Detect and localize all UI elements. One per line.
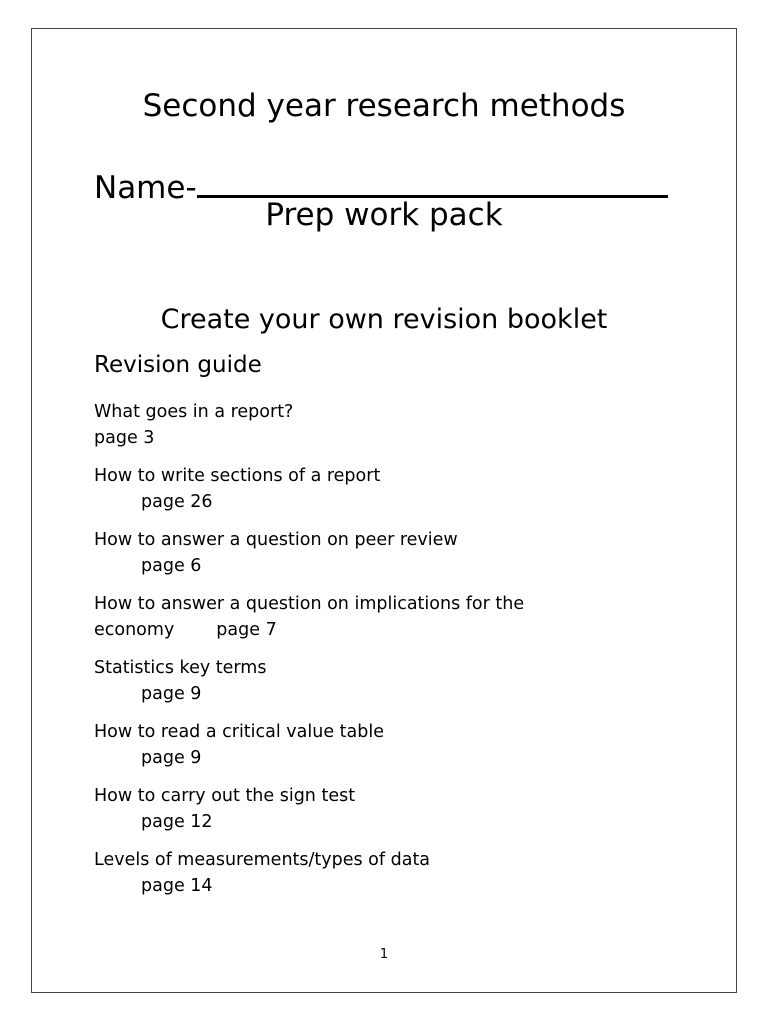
toc-entry <box>94 527 634 579</box>
toc-topic: Statistics key terms <box>94 658 267 678</box>
toc-topic-cont: economy <box>94 620 175 640</box>
toc-entry <box>94 783 634 835</box>
toc-page-ref: page 9 <box>141 684 202 704</box>
toc-entry <box>94 463 634 515</box>
toc-topic: How to read a critical value table <box>94 722 384 742</box>
toc-entry <box>94 399 634 451</box>
toc-topic: How to write sections of a report <box>94 466 381 486</box>
name-blank-line <box>197 171 668 198</box>
document-page <box>31 28 737 993</box>
name-label: Name- <box>94 170 197 206</box>
toc-page-ref: page 26 <box>141 492 213 512</box>
toc-entry <box>94 847 634 899</box>
toc-page-ref: page 9 <box>141 748 202 768</box>
toc-topic: How to answer a question on peer review <box>94 530 458 550</box>
toc-page-ref: page 3 <box>94 428 155 448</box>
toc-topic-continuation <box>94 617 634 643</box>
toc-topic: Levels of measurements/types of data <box>94 850 431 870</box>
document-subtitle: Prep work pack <box>265 197 503 233</box>
toc-topic: How to carry out the sign test <box>94 786 356 806</box>
toc-entry <box>94 719 634 771</box>
toc-page-ref: page 6 <box>141 556 202 576</box>
booklet-heading: Create your own revision booklet <box>160 304 608 335</box>
page-number: 1 <box>379 947 389 962</box>
toc-topic: How to answer a question on implications for the <box>94 594 525 614</box>
revision-guide-heading: Revision guide <box>94 352 262 378</box>
toc-entry <box>94 591 634 643</box>
toc-page-ref: page 7 <box>216 620 277 640</box>
toc-page-ref: page 12 <box>141 812 213 832</box>
document-title: Second year research methods <box>142 88 626 124</box>
revision-guide-list <box>94 399 634 911</box>
toc-entry <box>94 655 634 707</box>
toc-topic: What goes in a report? <box>94 402 294 422</box>
toc-page-ref: page 14 <box>141 876 213 896</box>
